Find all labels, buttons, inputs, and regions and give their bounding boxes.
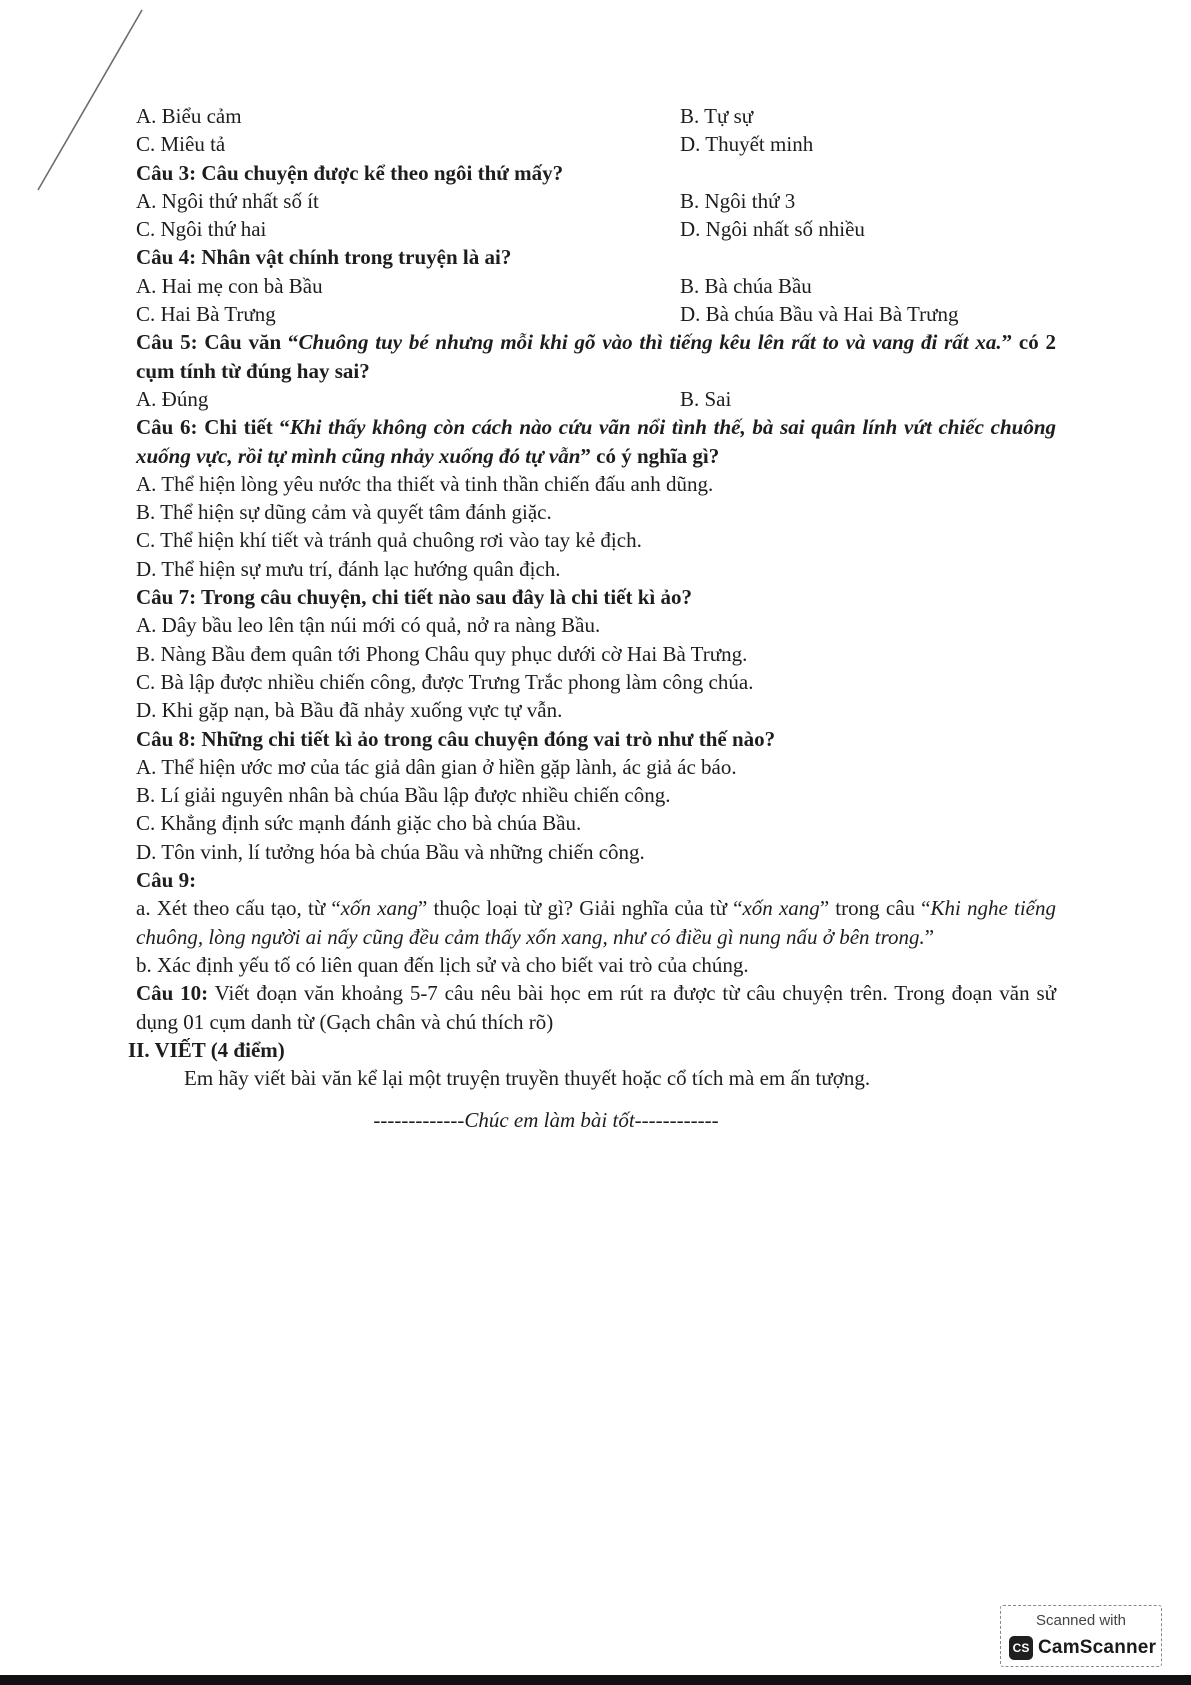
question-8 <box>136 725 1056 753</box>
q6-pre: Chi tiết “ <box>204 415 290 440</box>
q4-option-c: C. Hai Bà Trưng <box>136 302 276 327</box>
q4-label: Câu 4: <box>136 245 197 270</box>
q3-option-a: A. Ngôi thứ nhất số ít <box>136 188 319 213</box>
scan-bottom-edge <box>0 1675 1191 1685</box>
q9-part-b: b. Xác định yếu tố có liên quan đến lịch sử và cho biết vai trò của chúng. <box>136 952 749 977</box>
section-2-title: II. VIẾT (4 điểm) <box>128 1037 285 1062</box>
q2-option-b: B. Tự sự <box>680 104 754 128</box>
q9-a-mid: ” thuộc loại từ gì? Giải nghĩa của từ “ <box>418 896 743 921</box>
q10-label: Câu 10: <box>136 981 209 1006</box>
q4-options-row-2 <box>136 300 1056 328</box>
q3-options-row-2 <box>136 215 1056 243</box>
q9-a-quote: Khi nghe tiếng chuông, lòng người ai nấy cũng đều cảm thấy xốn xang, như có điều gì nung nấu ở bên trong. <box>136 896 1056 949</box>
question-5 <box>136 328 1056 385</box>
q4-option-b: B. Bà chúa Bầu <box>680 273 812 298</box>
q4-text: Nhân vật chính trong truyện là ai? <box>201 245 512 270</box>
q7-option-a: A. Dây bầu leo lên tận núi mới có quả, nở ra nàng Bầu. <box>136 613 601 638</box>
q7-text: Trong câu chuyện, chi tiết nào sau đây là chi tiết kì ảo? <box>200 585 692 610</box>
q5-options-row <box>136 385 1056 413</box>
q2-option-a: A. Biểu cảm <box>136 104 242 128</box>
q8-option-a: A. Thể hiện ước mơ của tác giả dân gian ở hiền gặp lành, ác giả ác báo. <box>136 754 737 779</box>
q8-label: Câu 8: <box>136 726 197 751</box>
q4-option-a: A. Hai mẹ con bà Bầu <box>136 273 323 298</box>
q8-option-c: C. Khẳng định sức mạnh đánh giặc cho bà chúa Bầu. <box>136 811 582 836</box>
question-3 <box>136 159 1056 187</box>
q3-option-b: B. Ngôi thứ 3 <box>680 188 796 213</box>
q6-post: ” có ý nghĩa gì? <box>580 443 720 468</box>
exam-content <box>128 102 1056 1135</box>
q5-label: Câu 5: <box>136 330 198 355</box>
watermark-brand-name: CamScanner <box>1038 1637 1157 1658</box>
question-6 <box>136 413 1056 470</box>
question-4 <box>136 243 1056 271</box>
q2-option-c: C. Miêu tả <box>136 132 226 157</box>
q10-text: Viết đoạn văn khoảng 5-7 câu nêu bài học em rút ra được từ câu chuyện trên. Trong đoạn văn sử dụng 01 cụm danh từ (Gạch chân và chú thích rõ) <box>136 981 1056 1034</box>
question-9-label: Câu 9: <box>136 868 197 893</box>
question-7 <box>136 583 1056 611</box>
q3-option-c: C. Ngôi thứ hai <box>136 217 267 242</box>
q9-a-word2: xốn xang <box>742 896 820 921</box>
q5-post: ” có 2 cụm tính từ đúng hay sai? <box>136 330 1056 383</box>
q6-option-d: D. Thể hiện sự mưu trí, đánh lạc hướng quân địch. <box>136 556 561 581</box>
q5-pre: Câu văn “ <box>204 330 299 355</box>
q4-options-row-1 <box>136 272 1056 300</box>
q9-part-a <box>136 894 1056 951</box>
closing-line: -------------Chúc em làm bài tốt------------ <box>373 1108 719 1133</box>
watermark-top-text: Scanned with <box>1035 1612 1127 1629</box>
q9-a-word1: xốn xang <box>340 896 419 921</box>
q2-options-row-2 <box>136 130 1056 158</box>
q9-a-mid2: ” trong câu “ <box>819 896 931 921</box>
q8-text: Những chi tiết kì ảo trong câu chuyện đóng vai trò như thế nào? <box>201 726 776 751</box>
camscanner-watermark <box>1000 1605 1162 1667</box>
camscanner-logo-icon: CS <box>1009 1636 1033 1660</box>
q3-text: Câu chuyện được kể theo ngôi thứ mấy? <box>201 160 564 185</box>
q6-option-c: C. Thể hiện khí tiết và tránh quả chuông rơi vào tay kẻ địch. <box>136 528 642 553</box>
section-2-task: Em hãy viết bài văn kể lại một truyện truyền thuyết hoặc cổ tích mà em ấn tượng. <box>184 1066 871 1091</box>
q5-quote: Chuông tuy bé nhưng mỗi khi gõ vào thì tiếng kêu lên rất to và vang đi rất xa. <box>298 330 1002 355</box>
q7-option-b: B. Nàng Bầu đem quân tới Phong Châu quy phục dưới cờ Hai Bà Trưng. <box>136 641 748 666</box>
q3-option-d: D. Ngôi nhất số nhiều <box>680 217 865 242</box>
q6-label: Câu 6: <box>136 415 198 440</box>
question-10 <box>136 979 1056 1036</box>
q9-a-post: ” <box>924 924 935 949</box>
q6-option-a: A. Thể hiện lòng yêu nước tha thiết và tinh thần chiến đấu anh dũng. <box>136 471 714 496</box>
q4-option-d: D. Bà chúa Bầu và Hai Bà Trưng <box>680 302 959 327</box>
watermark-brand-row <box>1009 1636 1156 1660</box>
q2-option-d: D. Thuyết minh <box>680 132 814 157</box>
q5-option-b: B. Sai <box>680 386 732 411</box>
q6-option-b: B. Thể hiện sự dũng cảm và quyết tâm đánh giặc. <box>136 500 552 525</box>
q8-option-d: D. Tôn vinh, lí tưởng hóa bà chúa Bầu và những chiến công. <box>136 839 645 864</box>
q8-option-b: B. Lí giải nguyên nhân bà chúa Bầu lập được nhiều chiến công. <box>136 783 671 808</box>
q9-a-pre: a. Xét theo cấu tạo, từ “ <box>136 896 341 921</box>
q5-option-a: A. Đúng <box>136 386 209 411</box>
q3-label: Câu 3: <box>136 160 197 185</box>
q7-option-d: D. Khi gặp nạn, bà Bầu đã nhảy xuống vực tự vẫn. <box>136 698 563 723</box>
q7-option-c: C. Bà lập được nhiều chiến công, được Trưng Trắc phong làm công chúa. <box>136 669 754 694</box>
q7-label: Câu 7: <box>136 585 197 610</box>
q2-options-row-1 <box>136 102 1056 130</box>
q6-quote: Khi thấy không còn cách nào cứu vãn nổi tình thế, bà sai quân lính vứt chiếc chuông xuống vực, rồi tự mình cũng nhảy xuống đó tự vẫn <box>136 415 1056 468</box>
q3-options-row-1 <box>136 187 1056 215</box>
